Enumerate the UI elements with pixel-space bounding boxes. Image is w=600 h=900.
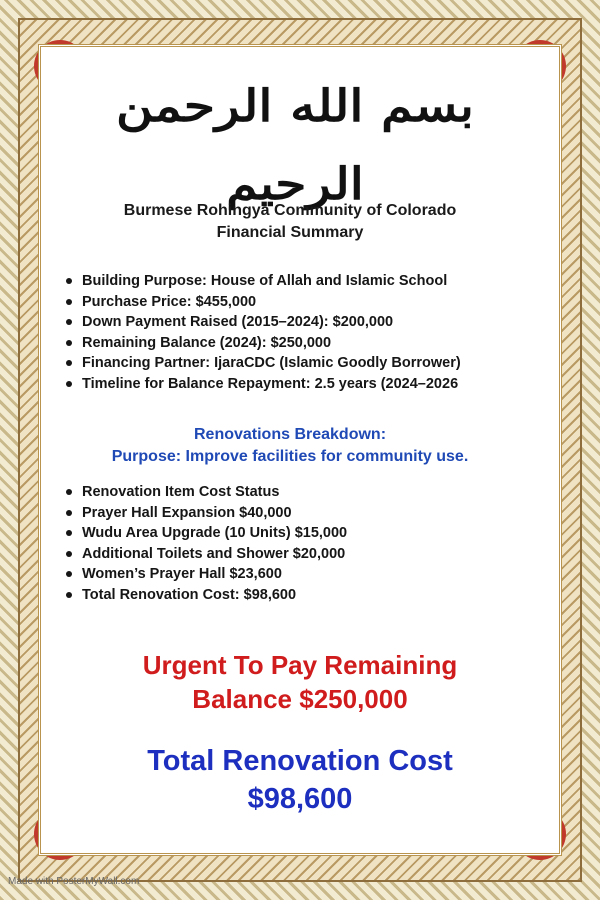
list-item: Timeline for Balance Repayment: 2.5 years (2024–2026 xyxy=(64,374,461,395)
list-item: Financing Partner: IjaraCDC (Islamic Goodly Borrower) xyxy=(64,353,461,374)
urgent-balance-callout xyxy=(60,648,540,716)
list-item: Remaining Balance (2024): $250,000 xyxy=(64,333,461,354)
list-item: Down Payment Raised (2015–2024): $200,000 xyxy=(64,312,461,333)
list-item: Prayer Hall Expansion $40,000 xyxy=(64,503,347,524)
bismillah-calligraphy: بسم الله الرحمن الرحيم xyxy=(116,81,474,210)
list-item: Women’s Prayer Hall $23,600 xyxy=(64,564,347,585)
list-item: Wudu Area Upgrade (10 Units) $15,000 xyxy=(64,523,347,544)
list-item: Renovation Item Cost Status xyxy=(64,482,347,503)
list-item: Building Purpose: House of Allah and Islamic School xyxy=(64,271,461,292)
page-title xyxy=(60,200,520,244)
renovations-purpose: Purpose: Improve facilities for community use. xyxy=(111,448,469,465)
organization-name: Burmese Rohingya Community of Colorado xyxy=(123,202,457,219)
total-line-1: Total Renovation Cost xyxy=(147,745,453,777)
total-renovation-callout xyxy=(60,742,540,818)
list-item: Total Renovation Cost: $98,600 xyxy=(64,585,347,606)
renovation-list xyxy=(64,482,347,606)
document-subtitle: Financial Summary xyxy=(216,224,364,241)
list-item: Additional Toilets and Shower $20,000 xyxy=(64,544,347,565)
renovations-title: Renovations Breakdown: xyxy=(193,426,387,443)
watermark: Made with PosterMyWall.com xyxy=(8,876,140,887)
urgent-line-1: Urgent To Pay Remaining xyxy=(142,650,458,680)
list-item: Purchase Price: $455,000 xyxy=(64,292,461,313)
total-line-2: $98,600 xyxy=(247,783,353,815)
renovations-heading xyxy=(60,424,520,468)
urgent-line-2: Balance $250,000 xyxy=(192,684,408,714)
building-summary-list xyxy=(64,271,461,395)
